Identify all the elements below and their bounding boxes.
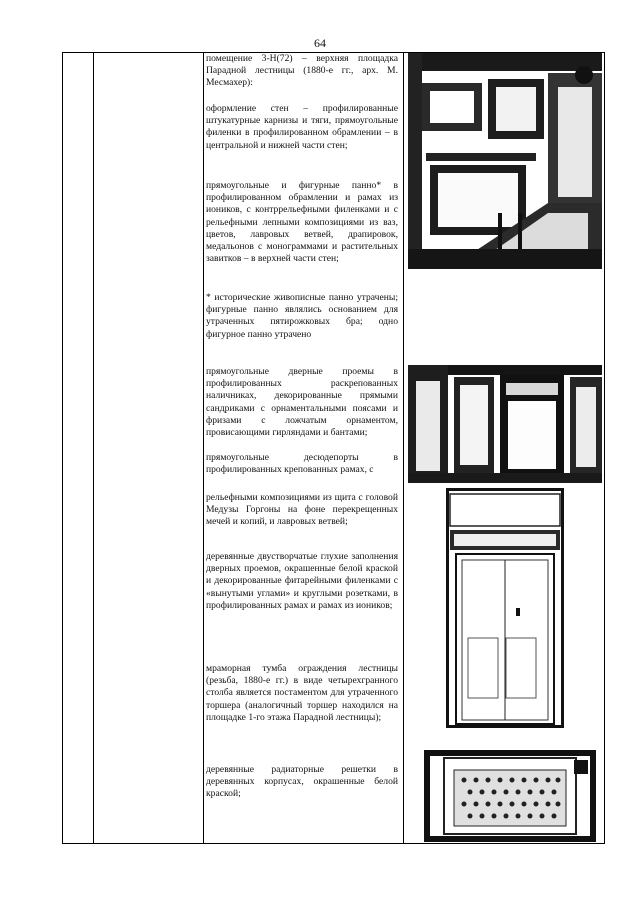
paragraph-marble-pedestal: мраморная тумба ограждения лестницы (резьба, 1880-е гг.) в виде четырехгранного столба является постаментом для утраченного торшера (аналогичный торшер находился на площадке 1-го этажа Парадной лестницы);: [206, 663, 398, 723]
page-number: 64: [314, 36, 326, 50]
door-portal-photo: [408, 365, 602, 483]
paragraph-panels-note: * исторические живописные панно утрачены; фигурные панно являлись основанием для утраченных пятирожковых бра; одно фигурное панно утрачено: [206, 292, 398, 340]
paragraph-overdoors: прямоугольные десюдепорты в профилированных крепованных рамах, с: [206, 452, 398, 476]
paragraph-room-header: помещение 3-Н(72) – верхняя площадка Парадной лестницы (1880-е гг., арх. М. Месмахер):: [206, 53, 398, 89]
column-divider: [203, 53, 204, 843]
radiator-grille-photo: [424, 750, 596, 842]
paragraph-panels: прямоугольные и фигурные панно* в профилированном обрамлении и рамах из иоников, с контррельефными филенками и с рельефными лепными композициями из ваз, цветов, лавровых ветвей, драпировок, медальонов с монограммами и растительных завитков – в верхней части стен;: [206, 180, 398, 265]
paragraph-wall-decoration: оформление стен – профилированные штукатурные карнизы и тяги, прямоугольные филенки в профилированном обрамлении – в центральной и нижней части стен;: [206, 103, 398, 151]
column-divider: [403, 53, 404, 843]
paragraph-door-openings: прямоугольные дверные проемы в профилированных раскрепованных наличниках, декорированные прямыми сандриками с орнаментальными поясами и фризами с ложчатым орнаментом, провисающими гирляндами и бантами;: [206, 366, 398, 439]
double-door-photo: [446, 488, 564, 728]
column-divider: [93, 53, 94, 843]
stair-landing-photo: [408, 53, 602, 269]
paragraph-wooden-doors: деревянные двустворчатые глухие заполнения дверных проемов, окрашенные белой краской и декорированные фитарейными филенками с «вынутыми углами» и круглыми розетками, в профилированных рамах и рамах из иоников;: [206, 551, 398, 611]
paragraph-radiator-grilles: деревянные радиаторные решетки в деревянных корпусах, окрашенные белой краской;: [206, 764, 398, 800]
paragraph-medusa-relief: рельефными композициями из щита с головой Медузы Горгоны на фоне перекрещенных мечей и копий, и лавровых ветвей;: [206, 492, 398, 528]
